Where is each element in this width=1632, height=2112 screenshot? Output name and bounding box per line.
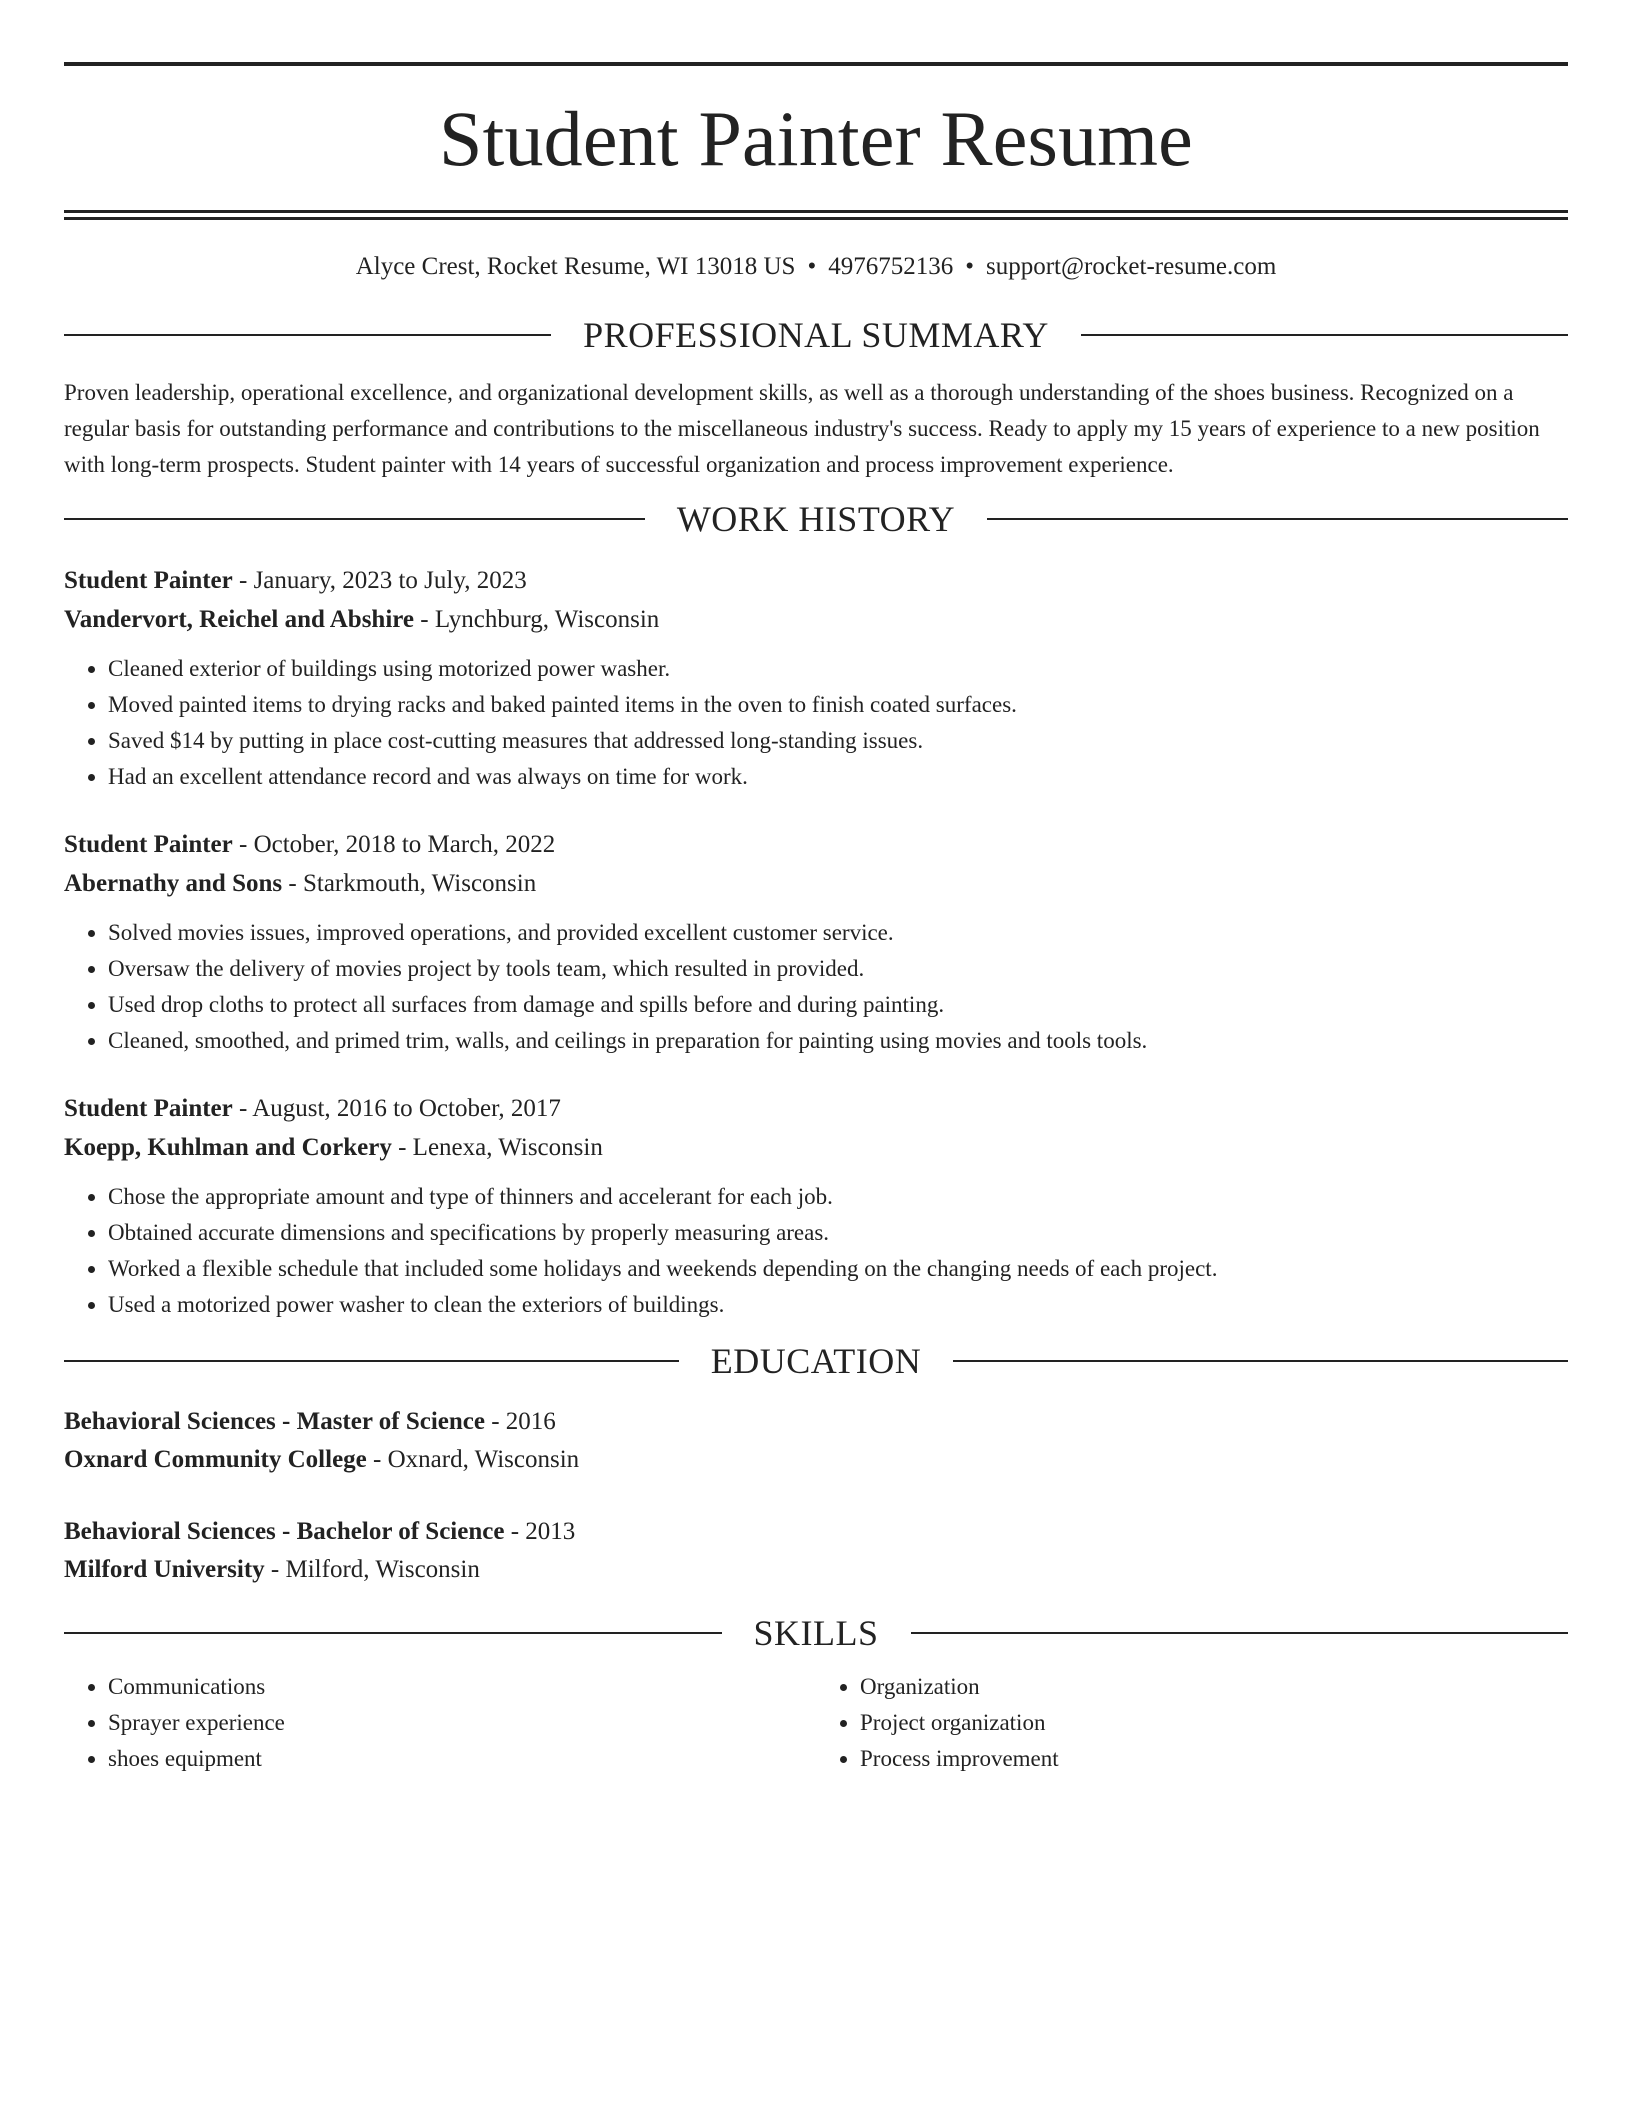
edu-degree: Behavioral Sciences - Master of Science xyxy=(64,1408,485,1435)
list-item: • Cleaned exterior of buildings using motorized power washer. xyxy=(108,651,1568,687)
top-rule xyxy=(64,62,1568,66)
heading-rule-right xyxy=(953,1360,1568,1362)
job-company-line xyxy=(64,864,1568,903)
summary-text: Proven leadership, operational excellence, and organizational development skills, as well as a thorough understanding of the shoes business. Recognized on a regular basis for outstanding performance and contributions to the miscellaneous industry's success. Ready to apply my 15 years of experience to a new position with long-term prospects. Student painter with 14 years of successful organization and process improvement experience. xyxy=(64,380,1540,477)
list-item: • Chose the appropriate amount and type of thinners and accelerant for each job. xyxy=(108,1179,1568,1215)
job-title-line xyxy=(64,1089,1568,1128)
contact-line xyxy=(64,254,1568,279)
summary-section-heading xyxy=(64,317,1568,353)
job-title: Student Painter xyxy=(64,567,233,594)
job-title: Student Painter xyxy=(64,831,233,858)
list-item: • Worked a flexible schedule that included some holidays and weekends depending on the changing needs of each project. xyxy=(108,1251,1568,1287)
job-location: - Lynchburg, Wisconsin xyxy=(414,606,660,633)
job-entry xyxy=(64,825,1568,1059)
job-company-line xyxy=(64,1128,1568,1167)
job-bullets xyxy=(64,1179,1568,1323)
skills-column-right xyxy=(816,1669,1568,1777)
job-bullets xyxy=(64,915,1568,1059)
job-title-line xyxy=(64,825,1568,864)
job-dates: - October, 2018 to March, 2022 xyxy=(232,831,556,858)
job-entry xyxy=(64,1089,1568,1323)
list-item: • Used a motorized power washer to clean the exteriors of buildings. xyxy=(108,1287,1568,1323)
job-title-line xyxy=(64,561,1568,600)
job-dates: - August, 2016 to October, 2017 xyxy=(232,1095,561,1122)
education-section-heading xyxy=(64,1343,1568,1379)
list-item: • Used drop cloths to protect all surfaces from damage and spills before and during painting. xyxy=(108,987,1568,1023)
edu-year: - 2013 xyxy=(504,1518,576,1545)
job-title: Student Painter xyxy=(64,1095,233,1122)
skill-item: • Project organization xyxy=(860,1705,1568,1741)
resume-title: Student Painter Resume xyxy=(439,95,1193,182)
edu-school: Oxnard Community College xyxy=(64,1446,367,1473)
skill-item: • Communications xyxy=(108,1669,816,1705)
skill-item: • Sprayer experience xyxy=(108,1705,816,1741)
edu-degree-line xyxy=(64,1403,1568,1441)
skill-item: • Process improvement xyxy=(860,1741,1568,1777)
education-entry xyxy=(64,1403,1568,1479)
contact-separator: • xyxy=(807,253,817,280)
list-item: • Had an excellent attendance record and was always on time for work. xyxy=(108,759,1568,795)
job-dates: - January, 2023 to July, 2023 xyxy=(232,567,527,594)
edu-year: - 2016 xyxy=(484,1408,556,1435)
education-heading: EDUCATION xyxy=(710,1341,922,1381)
education-entry xyxy=(64,1513,1568,1589)
skills-list xyxy=(64,1669,1568,1777)
job-company: Abernathy and Sons xyxy=(64,870,283,897)
heading-rule-left xyxy=(64,1632,722,1634)
skills-section-heading xyxy=(64,1615,1568,1651)
work-section-heading xyxy=(64,501,1568,537)
list-item: • Oversaw the delivery of movies project by tools team, which resulted in provided. xyxy=(108,951,1568,987)
edu-location: - Milford, Wisconsin xyxy=(264,1556,480,1583)
list-item: • Cleaned, smoothed, and primed trim, walls, and ceilings in preparation for painting using movies and tools tools. xyxy=(108,1023,1568,1059)
contact-phone: 4976752136 xyxy=(828,253,954,280)
heading-rule-right xyxy=(987,518,1568,520)
skill-item: • Organization xyxy=(860,1669,1568,1705)
skill-item: • shoes equipment xyxy=(108,1741,816,1777)
edu-school: Milford University xyxy=(64,1556,265,1583)
job-company: Koepp, Kuhlman and Corkery xyxy=(64,1134,392,1161)
edu-degree-line xyxy=(64,1513,1568,1551)
edu-school-line xyxy=(64,1551,1568,1589)
job-bullets xyxy=(64,651,1568,795)
list-item: • Obtained accurate dimensions and specifications by properly measuring areas. xyxy=(108,1215,1568,1251)
heading-rule-left xyxy=(64,518,645,520)
job-company: Vandervort, Reichel and Abshire xyxy=(64,606,415,633)
contact-address: Alyce Crest, Rocket Resume, WI 13018 US xyxy=(355,253,796,280)
edu-degree: Behavioral Sciences - Bachelor of Science xyxy=(64,1518,505,1545)
work-heading: WORK HISTORY xyxy=(676,499,956,539)
edu-school-line xyxy=(64,1441,1568,1479)
skills-column-left xyxy=(64,1669,816,1777)
list-item: • Moved painted items to drying racks and baked painted items in the oven to finish coated surfaces. xyxy=(108,687,1568,723)
job-location: - Lenexa, Wisconsin xyxy=(391,1134,603,1161)
heading-rule-right xyxy=(1081,334,1568,336)
title-double-rule xyxy=(64,210,1568,220)
job-location: - Starkmouth, Wisconsin xyxy=(282,870,537,897)
heading-rule-left xyxy=(64,334,551,336)
list-item: • Solved movies issues, improved operations, and provided excellent customer service. xyxy=(108,915,1568,951)
contact-separator: • xyxy=(965,253,974,280)
skills-heading: SKILLS xyxy=(753,1613,879,1653)
job-entry xyxy=(64,561,1568,795)
job-company-line xyxy=(64,600,1568,639)
edu-location: - Oxnard, Wisconsin xyxy=(366,1446,580,1473)
heading-rule-left xyxy=(64,1360,679,1362)
summary-heading: PROFESSIONAL SUMMARY xyxy=(583,315,1049,355)
contact-email: support@rocket-resume.com xyxy=(985,253,1277,280)
list-item: • Saved $14 by putting in place cost-cutting measures that addressed long-standing issues. xyxy=(108,723,1568,759)
heading-rule-right xyxy=(911,1632,1569,1634)
